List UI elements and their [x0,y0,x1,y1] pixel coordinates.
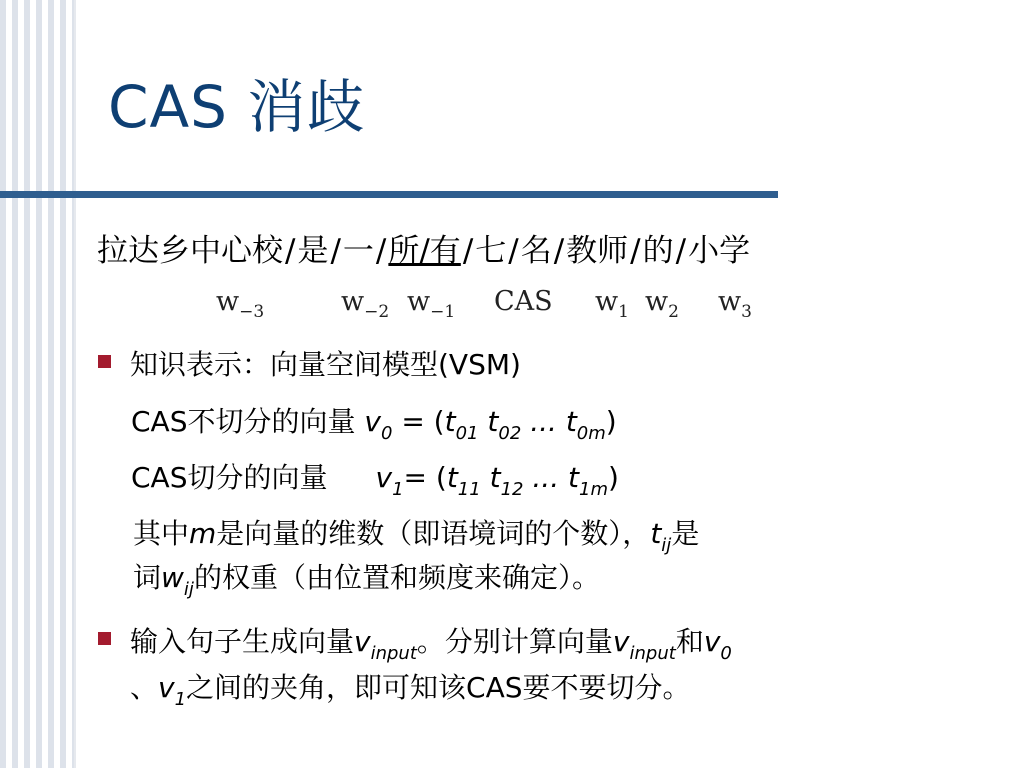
word-label: $w_1$ [595,286,629,322]
seg-separator: / [508,233,519,269]
seg-part: 七 [475,233,507,269]
seg-part: 一 [342,233,374,269]
bullet-marker [98,355,111,368]
explanation-line-1: 其中m是向量的维数（即语境词的个数），$t_{ij}$是 [133,517,700,556]
seg-separator: / [630,233,641,269]
seg-part: 名 [520,233,552,269]
left-stripe-decoration [0,0,76,768]
explanation-line-2: 词$w_{ij}$的权重（由位置和频度来确定）。 [133,561,600,600]
bullet-marker [98,632,111,645]
word-label: $w_{-3}$ [216,286,265,322]
seg-part: 是 [297,233,329,269]
segmented-sentence [97,225,750,270]
word-label: $w_2$ [645,286,679,322]
bullet-knowledge-representation: 知识表示：向量空间模型(VSM) [130,348,521,381]
slide-title: CAS 消歧 [108,73,366,141]
seg-separator: / [375,233,387,269]
seg-part: 小学 [688,233,751,269]
word-label: $w_{-2}$ [341,286,390,322]
seg-separator: / [553,233,565,269]
bullet-input-vector-line-1: 输入句子生成向量$v_{input}$。分别计算向量$v_{input}$和$v_0$ [130,625,732,664]
seg-separator: / [285,233,296,269]
seg-part: 的 [642,233,674,269]
word-label: $w_3$ [718,286,752,322]
vector-unsegmented: CAS不切分的向量 $v_0 = (t_{01}$ $t_{02}$ ... $t_{0m}$) [131,405,617,444]
title-divider [0,191,778,198]
bullet-input-vector-line-2: 、$v_1$之间的夹角，即可知该CAS要不要切分。 [130,671,691,710]
vector-segmented: CAS切分的向量 $v_1= (t_{11}$ $t_{12}$ ... $t_{1m}$) [131,461,619,500]
word-label-cas: CAS [494,286,553,317]
seg-part-ambiguous: 所/有 [388,233,461,269]
seg-part: 拉达乡中心校 [97,233,283,269]
seg-separator: / [462,233,474,269]
seg-separator: / [330,233,341,269]
seg-separator: / [675,233,687,269]
seg-part: 教师 [566,233,629,269]
word-label: $w_{-1}$ [407,286,456,322]
